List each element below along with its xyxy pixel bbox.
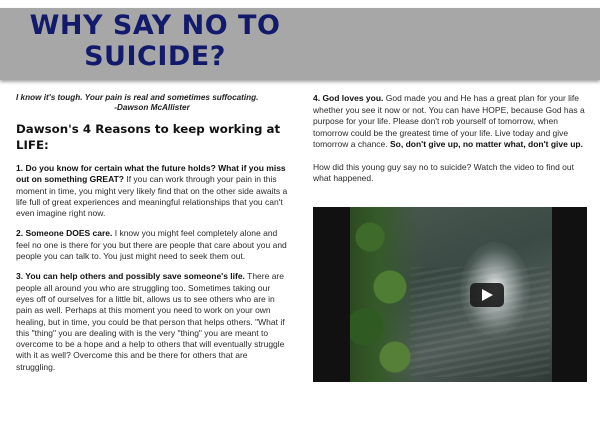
page-title-line2: SUICIDE?: [84, 41, 226, 72]
reason-1-text: If you can work through your pain in this moment in time, you might very likely find that on the other side awaits a life full of great experiences and meaningful relationships that you can't even imagine right now.: [16, 174, 288, 219]
play-button[interactable]: [470, 283, 504, 307]
foliage: [350, 207, 420, 382]
reason-4: [313, 93, 589, 151]
right-column: [313, 93, 589, 185]
reason-3-text: There are people all around you who are struggling too. Sometimes taking our eyes off of ourselves for a little bit, allows us to see others who are in pain as well. Perhaps at this moment you need to work on your own healing, but in time, you could be that person that helps others. "What if this "thing" you are dealing with is the very "thing" you are meant to overcome to be a hope and a help to others that will eventually struggle with it as well? Overcome this and be there for others that are struggling.: [16, 271, 285, 372]
page-title-line1: WHY SAY NO TO: [29, 10, 281, 41]
video-thumbnail: [350, 207, 552, 382]
page-title: [0, 10, 310, 72]
reason-4-closing: So, don't give up, no matter what, don't give up.: [387, 139, 583, 149]
reasons-heading: Dawson's 4 Reasons to keep working at LIFE:: [16, 122, 281, 152]
reason-1-title: 1. Do you know for certain what the future holds? What if you miss out on something GREAT?: [16, 163, 286, 185]
reason-2-title: 2. Someone DOES care.: [16, 228, 113, 239]
left-column: [16, 93, 288, 382]
quote-author: -Dawson McAllister: [114, 103, 190, 112]
video-prompt: How did this young guy say no to suicide? Watch the video to find out what happened.: [313, 161, 574, 183]
video-player[interactable]: [313, 207, 587, 382]
reason-2: [16, 228, 288, 262]
play-icon: [481, 289, 493, 301]
reason-3: [16, 271, 288, 373]
quote-text: I know it's tough. Your pain is real and sometimes suffocating.: [16, 93, 259, 102]
reason-3-title: 3. You can help others and possibly save someone's life.: [16, 271, 245, 282]
reason-1: [16, 163, 288, 219]
reason-4-text: God made you and He has a great plan for your life whether you see it now or not. You can have HOPE, because God has a purpose for your life. Please don't rob yourself of tomorrow, when tomorrow could be the greatest time of your life. Live today and give tomorrow a chance.: [313, 93, 585, 149]
reason-4-title: 4. God loves you.: [313, 93, 384, 103]
reason-2-text: I know you might feel completely alone and feel no one is there for you but there are people that care about you and people you can talk to. You just might need to seek them out.: [16, 228, 287, 262]
title-banner: [0, 8, 600, 80]
